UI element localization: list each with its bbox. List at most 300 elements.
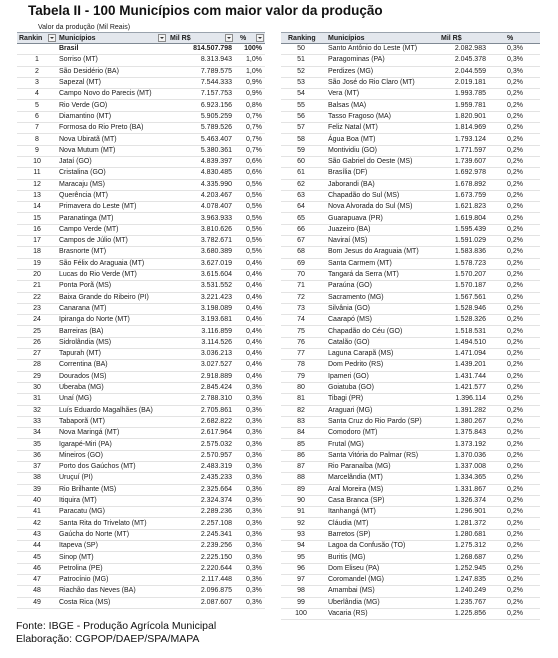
rank-cell: 30 [33, 384, 41, 392]
rank-cell: 99 [297, 598, 305, 606]
value-cell: 4.203.467 [200, 192, 232, 199]
table-row [17, 394, 265, 405]
table-row [17, 100, 265, 111]
percent-cell: 0,3% [246, 598, 262, 606]
value-cell: 2.245.341 [200, 530, 232, 538]
header-percent [488, 33, 540, 43]
percent-cell: 0,2% [507, 576, 523, 584]
percent-cell: 0,2% [507, 101, 523, 109]
table-row [281, 541, 540, 552]
rank-cell: 63 [297, 192, 305, 199]
municipality-cell: Campo Verde (MT) [59, 225, 119, 233]
municipality-cell: Ipameri (GO) [328, 372, 369, 380]
rank-cell: 73 [297, 304, 305, 312]
municipality-cell: Tapurah (MT) [59, 350, 102, 358]
municipality-cell: Campos de Júlio (MT) [59, 237, 128, 245]
rank-cell: 50 [297, 45, 305, 53]
value-cell: 2.617.964 [200, 429, 232, 437]
rank-cell: 44 [33, 542, 41, 550]
rank-cell: 8 [35, 135, 39, 143]
value-cell: 1.678.892 [454, 180, 486, 188]
municipality-cell: Rio Paranaíba (MG) [328, 463, 391, 471]
percent-cell: 0,2% [507, 451, 523, 459]
table-row [17, 439, 265, 450]
value-cell: 7.544.333 [200, 79, 232, 87]
value-cell: 1.334.365 [454, 474, 486, 482]
value-cell: 5.380.361 [200, 146, 232, 154]
table-row [17, 372, 265, 383]
percent-cell: 0,2% [507, 429, 523, 437]
municipality-cell: Formosa do Rio Preto (BA) [59, 124, 144, 132]
percent-cell: 0,2% [507, 316, 523, 324]
municipality-cell: Chapadão do Sul (MS) [328, 192, 400, 199]
value-cell: 5.463.407 [200, 135, 232, 143]
municipality-cell: Catalão (GO) [328, 338, 370, 346]
percent-cell: 0,2% [507, 158, 523, 166]
table-row [281, 338, 540, 349]
table-row [17, 213, 265, 224]
percent-cell: 0,2% [507, 361, 523, 369]
percent-cell: 0,2% [507, 203, 523, 211]
percent-cell: 0,2% [507, 90, 523, 98]
rank-cell: 41 [33, 508, 41, 516]
rank-cell: 34 [33, 429, 41, 437]
table-row [281, 383, 540, 394]
table-row [17, 281, 265, 292]
value-cell: 1.528.946 [454, 304, 486, 312]
rank-cell: 70 [297, 271, 305, 279]
percent-cell: 0,2% [507, 192, 523, 199]
rank-cell: 5 [35, 101, 39, 109]
percent-cell: 0,3% [246, 576, 262, 584]
municipality-cell: Querência (MT) [59, 192, 109, 199]
municipality-cell: Tasso Fragoso (MA) [328, 112, 392, 120]
table-row [281, 202, 540, 213]
value-cell: 2.682.822 [200, 417, 232, 425]
rank-cell: 12 [33, 180, 41, 188]
table-row [281, 213, 540, 224]
value-cell: 3.531.552 [200, 282, 232, 290]
municipality-cell: Coromandel (MG) [328, 576, 385, 584]
municipality-cell: Tibagi (PR) [328, 395, 364, 403]
percent-cell: 0,5% [246, 237, 262, 245]
percent-cell: 0,3% [246, 542, 262, 550]
value-cell: 1.739.607 [454, 158, 486, 166]
value-cell: 1.570.187 [454, 282, 486, 290]
municipality-cell: Rio Brilhante (MS) [59, 485, 117, 493]
rank-cell: 26 [33, 338, 41, 346]
percent-cell: 0,2% [507, 417, 523, 425]
value-cell: 3.193.681 [200, 316, 232, 324]
percent-cell: 0,6% [246, 158, 262, 166]
rank-cell: 80 [297, 384, 305, 392]
table-row [281, 451, 540, 462]
percent-cell: 0,5% [246, 180, 262, 188]
municipality-cell: Maracaju (MS) [59, 180, 105, 188]
municipality-cell: Sorriso (MT) [59, 56, 98, 64]
percent-cell: 0,2% [507, 519, 523, 527]
rank-cell: 28 [33, 361, 41, 369]
municipality-cell: Nova Alvorada do Sul (MS) [328, 203, 413, 211]
table-row [281, 157, 540, 168]
municipality-cell: Feliz Natal (MT) [328, 124, 378, 132]
percent-cell: 0,2% [507, 135, 523, 143]
rank-cell: 4 [35, 90, 39, 98]
table-row [281, 609, 540, 620]
percent-cell: 0,2% [507, 79, 523, 87]
percent-cell: 0,5% [246, 203, 262, 211]
table-row [281, 78, 540, 89]
table-row [17, 473, 265, 484]
value-cell: 1.578.723 [454, 259, 486, 267]
rank-cell: 85 [297, 440, 305, 448]
municipality-cell: Buritis (MG) [328, 553, 366, 561]
table-row [281, 406, 540, 417]
municipality-cell: Unaí (MG) [59, 395, 92, 403]
municipality-cell: Amambai (MS) [328, 587, 375, 595]
municipality-cell: Dom Eliseu (PA) [328, 564, 380, 572]
table-row [281, 473, 540, 484]
municipality-cell: Dourados (MS) [59, 372, 107, 380]
rank-cell: 76 [297, 338, 305, 346]
municipality-cell: Santa Vitória do Palmar (RS) [328, 451, 419, 459]
rank-cell: 79 [297, 372, 305, 380]
percent-cell: 0,4% [246, 338, 262, 346]
percent-cell: 0,3% [246, 508, 262, 516]
value-cell: 2.045.378 [454, 56, 486, 64]
rank-cell: 59 [297, 146, 305, 154]
municipality-cell: Cristalina (GO) [59, 169, 106, 177]
rank-cell: 20 [33, 271, 41, 279]
value-cell: 1.619.804 [454, 214, 486, 222]
table-row [281, 586, 540, 597]
rank-cell: 3 [35, 79, 39, 87]
value-cell: 3.627.019 [200, 259, 232, 267]
municipality-cell: Jaborandi (BA) [328, 180, 375, 188]
rank-cell: 61 [297, 169, 305, 177]
value-cell: 1.518.531 [454, 327, 486, 335]
municipality-cell: São Gabriel do Oeste (MS) [328, 158, 413, 166]
percent-cell: 0,4% [246, 271, 262, 279]
percent-cell: 1,0% [246, 67, 262, 75]
value-cell: 1.591.029 [454, 237, 486, 245]
table-row [17, 55, 265, 66]
percent-cell: 0,3% [246, 429, 262, 437]
percent-cell: 0,2% [507, 497, 523, 505]
municipality-cell: Igarapé-Miri (PA) [59, 440, 112, 448]
municipality-cell: Sinop (MT) [59, 553, 94, 561]
table-row [17, 598, 265, 609]
table-row [17, 191, 265, 202]
value-cell: 4.335.990 [200, 180, 232, 188]
percent-cell: 0,2% [507, 293, 523, 301]
rank-cell: 55 [297, 101, 305, 109]
municipality-cell: Canarana (MT) [59, 304, 107, 312]
table-row [17, 180, 265, 191]
header-ranking [281, 33, 321, 43]
rank-cell: 43 [33, 530, 41, 538]
municipality-cell: Correntina (BA) [59, 361, 108, 369]
percent-cell: 0,4% [246, 259, 262, 267]
percent-cell: 0,7% [246, 135, 262, 143]
value-cell: 1.281.372 [454, 519, 486, 527]
header-value-label: Mil R$ [170, 34, 191, 42]
rank-cell: 45 [33, 553, 41, 561]
percent-cell: 0,3% [507, 67, 523, 75]
value-cell: 2.435.233 [200, 474, 232, 482]
table-row [17, 485, 265, 496]
table-row [17, 326, 265, 337]
percent-cell: 0,2% [507, 395, 523, 403]
municipality-cell: Itapeva (SP) [59, 542, 98, 550]
percent-cell: 0,7% [246, 146, 262, 154]
municipality-cell: Araguari (MG) [328, 406, 373, 414]
percent-cell: 0,3% [246, 474, 262, 482]
value-cell: 1.421.577 [454, 384, 486, 392]
header-value [428, 33, 488, 43]
rank-cell: 14 [33, 203, 41, 211]
municipality-cell: Brasília (DF) [328, 169, 368, 177]
percent-cell: 0,2% [507, 463, 523, 471]
rank-cell: 81 [297, 395, 305, 403]
percent-cell: 0,2% [507, 327, 523, 335]
table-row [281, 564, 540, 575]
percent-cell: 0,2% [507, 237, 523, 245]
table-row [17, 428, 265, 439]
rank-cell: 11 [33, 169, 41, 177]
municipality-cell: Barreiras (BA) [59, 327, 104, 335]
municipality-cell: Nova Ubiratã (MT) [59, 135, 117, 143]
header-percent-label: % [240, 34, 247, 42]
municipality-cell: São Félix do Araguaia (MT) [59, 259, 145, 267]
value-cell: 4.830.485 [200, 169, 232, 177]
rank-cell: 39 [33, 485, 41, 493]
table-row [17, 304, 265, 315]
percent-cell: 0,2% [507, 180, 523, 188]
table-row [281, 372, 540, 383]
value-cell: 2.220.644 [200, 564, 232, 572]
rank-cell: 82 [297, 406, 305, 414]
table-row [281, 575, 540, 586]
header-municipios [321, 33, 428, 43]
rank-cell: 9 [35, 146, 39, 154]
rank-cell: 89 [297, 485, 305, 493]
rank-cell: 64 [297, 203, 305, 211]
municipality-cell: Montividiu (GO) [328, 146, 378, 154]
rank-cell: 90 [297, 497, 305, 505]
table-row [281, 134, 540, 145]
rank-cell: 16 [33, 225, 41, 233]
table-row [281, 55, 540, 66]
rank-cell: 15 [33, 214, 41, 222]
municipality-cell: Guarapuava (PR) [328, 214, 383, 222]
header-municipios [57, 33, 167, 43]
percent-cell: 0,7% [246, 124, 262, 132]
value-cell: 1.396.114 [455, 395, 486, 403]
value-cell: 1.337.008 [454, 463, 486, 471]
rank-cell: 98 [297, 587, 305, 595]
municipality-cell: Riachão das Neves (BA) [59, 587, 136, 595]
percent-cell: 0,2% [507, 169, 523, 177]
table-row [281, 598, 540, 609]
rank-cell: 33 [33, 417, 41, 425]
rank-cell: 91 [297, 508, 305, 516]
percent-cell: 0,2% [507, 542, 523, 550]
left-ranking-table [17, 32, 265, 609]
rank-cell: 29 [33, 372, 41, 380]
municipality-cell: Uberaba (MG) [59, 384, 104, 392]
table-row [281, 417, 540, 428]
right-ranking-table [281, 32, 540, 620]
municipios-filter-chevron-down-icon[interactable] [158, 34, 166, 42]
rank-cell: 84 [297, 429, 305, 437]
table-row [17, 462, 265, 473]
percent-cell: 0,2% [507, 124, 523, 132]
percent-cell: 0,4% [246, 282, 262, 290]
municipality-cell: Baixa Grande do Ribeiro (PI) [59, 293, 149, 301]
rank-cell: 71 [297, 282, 305, 290]
rank-cell: 74 [297, 316, 305, 324]
municipality-cell: Nova Maringá (MT) [59, 429, 120, 437]
value-cell: 1.494.510 [454, 338, 486, 346]
rank-cell: 58 [297, 135, 305, 143]
table-row [17, 338, 265, 349]
municipality-cell: Gaúcha do Norte (MT) [59, 530, 130, 538]
value-cell: 1.959.781 [454, 101, 486, 109]
value-cell: 7.157.753 [200, 90, 232, 98]
rank-cell: 25 [33, 327, 41, 335]
rank-cell: 32 [33, 406, 41, 414]
value-cell: 1.252.945 [454, 564, 486, 572]
municipality-cell: Cláudia (MT) [328, 519, 369, 527]
value-cell: 1.225.856 [454, 609, 486, 617]
percent-cell: 0,3% [246, 553, 262, 561]
elaboration-note: Elaboração: CGPOP/DAEP/SPA/MAPA [16, 633, 200, 645]
percent-cell: 0,3% [246, 406, 262, 414]
municipality-cell: Santa Rita do Trivelato (MT) [59, 519, 147, 527]
value-cell: 2.289.236 [200, 508, 232, 516]
table-row [17, 586, 265, 597]
percent-cell: 0,2% [507, 440, 523, 448]
percent-filter-chevron-down-icon[interactable] [256, 34, 264, 42]
value-cell: 5.905.259 [200, 112, 232, 120]
value-cell: 2.845.424 [200, 384, 232, 392]
rank-cell: 57 [297, 124, 305, 132]
value-cell: 2.325.664 [200, 485, 232, 493]
table-row [281, 439, 540, 450]
value-cell: 3.027.527 [200, 361, 232, 369]
municipality-cell: Frutal (MG) [328, 440, 364, 448]
table-row [17, 157, 265, 168]
table-row [281, 349, 540, 360]
table-row [281, 552, 540, 563]
table-row [17, 530, 265, 541]
municipality-cell: São Desidério (BA) [59, 67, 119, 75]
rank-cell: 42 [33, 519, 41, 527]
value-cell: 3.810.626 [200, 225, 232, 233]
ranking-filter-chevron-down-icon[interactable] [48, 34, 56, 42]
rank-cell: 68 [297, 248, 305, 256]
value-cell: 2.087.607 [200, 598, 232, 606]
value-cell: 2.096.875 [200, 587, 232, 595]
value-cell: 2.239.256 [200, 542, 232, 550]
table-row [17, 89, 265, 100]
value-cell: 3.198.089 [200, 304, 232, 312]
municipality-cell: Silvânia (GO) [328, 304, 371, 312]
percent-cell: 0,4% [246, 293, 262, 301]
table-row [17, 383, 265, 394]
table-row [17, 293, 265, 304]
percent-cell: 0,3% [246, 395, 262, 403]
table-row [281, 462, 540, 473]
rank-cell: 69 [297, 259, 305, 267]
header-percent-label: % [507, 34, 514, 42]
municipality-cell: Casa Branca (SP) [328, 497, 385, 505]
rank-cell: 2 [35, 67, 39, 75]
right-table-header [281, 32, 540, 44]
municipality-cell: Caarapó (MS) [328, 316, 372, 324]
table-row [281, 281, 540, 292]
municipality-cell: Lucas do Rio Verde (MT) [59, 271, 137, 279]
municipality-cell: Paracatu (MG) [59, 508, 105, 516]
percent-cell: 0,3% [246, 384, 262, 392]
municipality-cell: Comodoro (MT) [328, 429, 378, 437]
header-municipios-label: Municípios [328, 34, 365, 42]
rank-cell: 10 [33, 158, 41, 166]
rank-cell: 92 [297, 519, 305, 527]
table-row [17, 236, 265, 247]
percent-cell: 0,3% [246, 417, 262, 425]
percent-cell: 0,3% [246, 587, 262, 595]
value-cell: 3.963.933 [200, 214, 232, 222]
rank-cell: 97 [297, 576, 305, 584]
value-filter-chevron-down-icon[interactable] [225, 34, 233, 42]
value-cell: 2.257.108 [200, 519, 232, 527]
municipality-cell: Sacramento (MG) [328, 293, 384, 301]
table-row [281, 168, 540, 179]
municipality-cell: Santa Carmem (MT) [328, 259, 392, 267]
municipality-cell: Ipiranga do Norte (MT) [59, 316, 130, 324]
municipality-cell: Campo Novo do Parecis (MT) [59, 90, 152, 98]
value-cell: 1.296.901 [454, 508, 486, 516]
percent-cell: 0,2% [507, 350, 523, 358]
left-table-header [17, 32, 265, 44]
rank-cell: 19 [33, 259, 41, 267]
table-row [17, 202, 265, 213]
rank-cell: 22 [33, 293, 41, 301]
table-row [17, 507, 265, 518]
value-cell: 1.692.978 [454, 169, 486, 177]
municipality-cell: Sidrolândia (MS) [59, 338, 112, 346]
percent-cell: 0,2% [507, 474, 523, 482]
rank-cell: 62 [297, 180, 305, 188]
percent-cell: 0,2% [507, 406, 523, 414]
value-cell: 1.439.201 [454, 361, 486, 369]
value-cell: 1.275.312 [454, 542, 486, 550]
value-cell: 1.595.439 [454, 225, 486, 233]
percent-cell: 0,2% [507, 271, 523, 279]
table-row [281, 44, 540, 55]
percent-cell: 0,2% [507, 609, 523, 617]
municipality-cell: Lagoa da Confusão (TO) [328, 542, 406, 550]
page-subtitle: Valor da produção (Mil Reais) [38, 24, 131, 31]
value-cell: 2.705.861 [200, 406, 232, 414]
municipality-cell: Tabaporã (MT) [59, 417, 105, 425]
table-row [281, 518, 540, 529]
value-cell: 2.225.150 [200, 553, 232, 561]
percent-cell: 0,2% [507, 372, 523, 380]
rank-cell: 83 [297, 417, 305, 425]
